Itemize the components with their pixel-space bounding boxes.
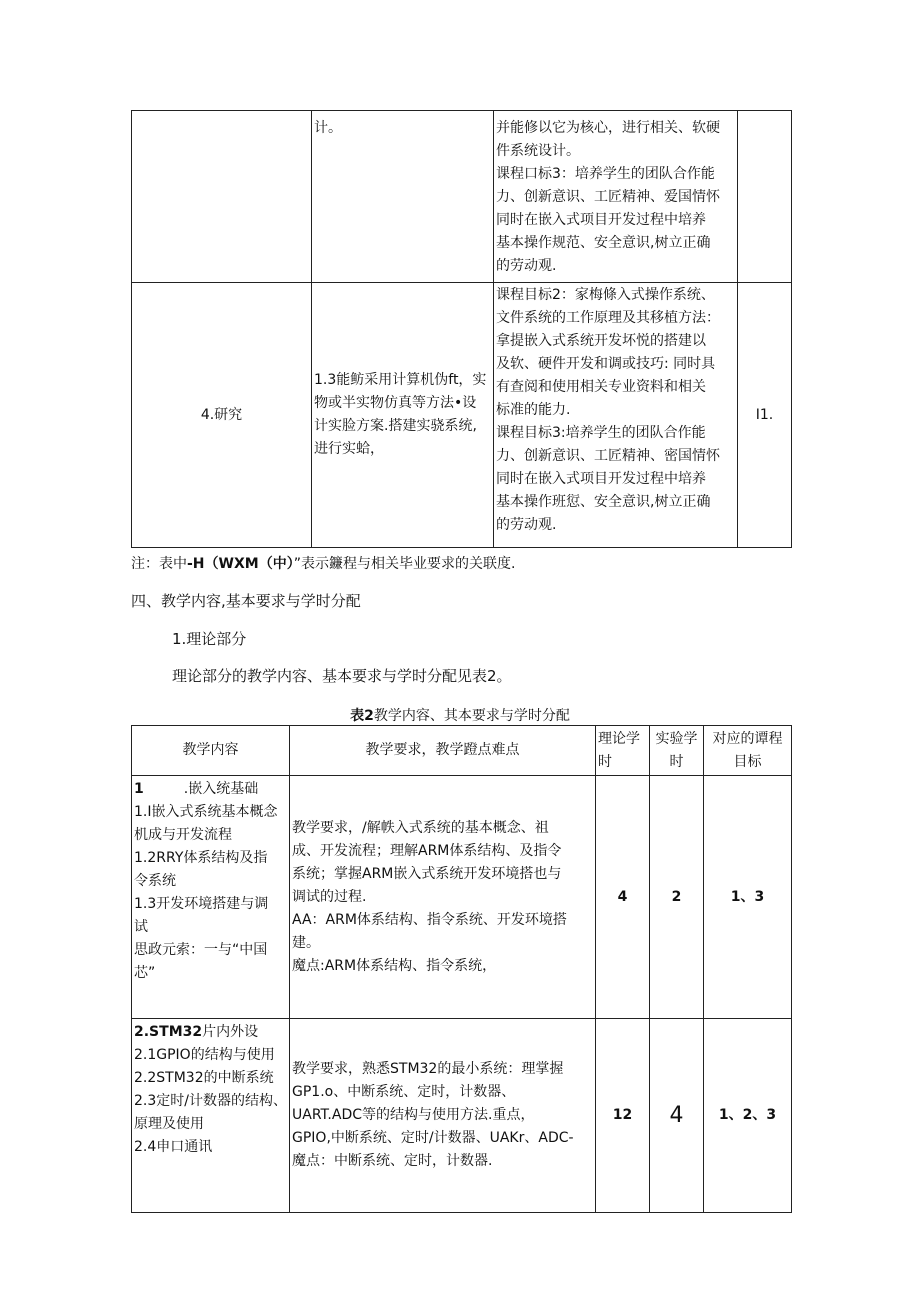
cell-line: 2.2STM32的中断系统 <box>134 1070 274 1086</box>
cell-line: 魔点：中断系统、定时，计数器. <box>292 1153 493 1169</box>
cell-line: 建。 <box>292 934 320 951</box>
table-cell <box>738 283 792 548</box>
cell-line: 的劳动观. <box>496 517 557 533</box>
cell-line: 同时在嵌入式项目开发过程中培养 <box>496 212 706 228</box>
table-cell <box>494 111 738 283</box>
cell-line: GPIO,中断系统、定时/计数器、UAKr、ADC- <box>292 1130 574 1146</box>
header-text: 教学要求，教学蹬点难点 <box>365 742 520 758</box>
goals-cell: 1、2、3 <box>704 1019 792 1213</box>
theory-hours-cell: 12 <box>596 1019 650 1213</box>
lab-hours-cell: 4 <box>650 1019 704 1213</box>
cell-line: GP1.o、中断系统、定时，计数器、 <box>292 1084 516 1100</box>
cell-line: AA：ARM体系结构、指令系统、开发环境搭 <box>292 911 567 928</box>
table-cell <box>132 283 312 548</box>
cell-line: 课程目标3:培养学生的团队合作能 <box>496 425 706 441</box>
header-line: 目标 <box>733 753 762 770</box>
header-line: 时 <box>598 753 612 770</box>
row-title-text: 片内外设 <box>202 1024 259 1040</box>
content-table <box>131 725 792 1213</box>
content-cell <box>132 1019 290 1213</box>
cell-line: 并能修以它为核心，进行相关、软硬 <box>496 120 720 136</box>
row-title <box>134 778 287 801</box>
cell-line: 的劳动观. <box>496 258 557 274</box>
table-row <box>132 1019 792 1213</box>
intro-paragraph: 理论部分的教学内容、基本要求与学时分配见表2。 <box>172 667 512 685</box>
row-title-text: .嵌入统基础 <box>183 781 259 797</box>
note-suffix: ”表示鐮程与相关毕业要求的关联度. <box>293 556 516 572</box>
cell-line: 2.1GPIO的结构与使用 <box>134 1047 275 1063</box>
table-note <box>131 553 515 573</box>
header-lab-hours <box>650 726 704 776</box>
table-cell <box>312 283 494 548</box>
header-line: 对应的谭程 <box>712 730 783 747</box>
cell-line: UART.ADC等的结构与使用方法.重点， <box>292 1107 535 1123</box>
header-theory-hours <box>596 726 650 776</box>
header-requirements <box>290 726 596 776</box>
header-goals <box>704 726 792 776</box>
theory-hours-cell: 4 <box>596 776 650 1019</box>
objectives-table <box>131 110 792 548</box>
cell-line: 原理及使用 <box>134 1116 204 1132</box>
cell-line: 2.3定时/计数器的结构、 <box>134 1093 287 1109</box>
row-title-number: 2.STM32 <box>134 1024 203 1040</box>
table-cell <box>738 111 792 283</box>
caption-text: 教学内容、其本要求与学时分配 <box>373 708 570 724</box>
table-cell <box>312 111 494 283</box>
cell-line: 教学要求，/解帙入式系统的基本概念、祖 <box>292 819 549 836</box>
cell-line: 基本操作班愆、安全意识,树立正确 <box>496 494 711 510</box>
cell-line: 教学要求，熟悉STM32的最小系统：理掌握 <box>292 1061 564 1077</box>
header-text: 教学内容 <box>182 742 239 758</box>
cell-line: 机成与开发流程 <box>134 827 232 843</box>
cell-line: 课程目标2：家梅條入式操作系统、 <box>496 287 715 303</box>
requirements-cell <box>290 776 596 1019</box>
cell-line: 1.I嵌入式系统基本概念 <box>134 804 278 820</box>
goals-cell: 1、3 <box>704 776 792 1019</box>
caption-label: 表2 <box>350 708 374 724</box>
row-title-number: 1 <box>134 781 144 797</box>
requirements-cell <box>290 1019 596 1213</box>
cell-line: 进行实蛤， <box>314 441 384 457</box>
header-line: 实验学 <box>655 730 698 747</box>
cell-line: 及软、硬件开发和调或技巧: 同时具 <box>496 356 716 372</box>
cell-line: 力、创新意识、工匠精神、密国情怀 <box>496 448 720 464</box>
cell-line: 试 <box>134 919 148 935</box>
content-cell <box>132 776 290 1019</box>
cell-line: 物或半实物仿真等方法•设 <box>314 395 477 411</box>
header-line: 理论学 <box>598 730 640 747</box>
cell-line: 标准的能力. <box>496 402 571 418</box>
note-bold: -H（WXM（中） <box>187 556 294 572</box>
table-cell <box>494 283 738 548</box>
cell-line: 2.4申口通讯 <box>134 1139 213 1155</box>
cell-line: 调试的过程. <box>292 888 367 905</box>
cell-line: 有查阅和使用相关专业资料和相关 <box>496 379 706 395</box>
cell-text: I1. <box>755 406 774 423</box>
cell-text: 4.研究 <box>200 406 243 423</box>
note-prefix: 注：表中 <box>131 556 187 572</box>
cell-line: 魔点:ARM体系结构、指令系统， <box>292 957 497 974</box>
cell-line: 1.3开发环境搭建与调 <box>134 896 269 912</box>
cell-line: 文件系统的工作原理及其移植方法： <box>496 310 720 326</box>
cell-line: 拿提嵌入式系统开发坏悦的搭建以 <box>496 333 706 349</box>
cell-line: 基本操作规范、安全意识,树立正确 <box>496 235 711 251</box>
subheading: 1.理论部分 <box>172 630 247 648</box>
cell-line: 力、创新意识、工匠精神、爱国情怀 <box>496 189 720 205</box>
cell-line: 件系统设计。 <box>496 143 580 159</box>
table-header-row <box>132 726 792 776</box>
lab-hours-cell: 2 <box>650 776 704 1019</box>
cell-line: 系统；掌握ARM嵌入式系统开发环境搭也与 <box>292 865 562 882</box>
cell-line: 思政元索：一与“中国 <box>134 942 268 958</box>
row-title <box>134 1021 287 1044</box>
cell-line: 令系统 <box>134 873 176 889</box>
table-row <box>132 776 792 1019</box>
cell-line: 计。 <box>314 120 342 136</box>
cell-line: 同时在嵌入式项目开发过程中培养 <box>496 471 706 487</box>
cell-line: 课程口标3：培养学生的团队合作能 <box>496 166 715 182</box>
header-line: 时 <box>669 753 684 770</box>
header-content <box>132 726 290 776</box>
table-row <box>132 111 792 283</box>
section-heading: 四、教学内容,基本要求与学时分配 <box>131 592 361 610</box>
cell-line: 1.2RRY体系结构及指 <box>134 850 268 866</box>
table-row <box>132 283 792 548</box>
table-cell <box>132 111 312 283</box>
cell-line: 计实脸方案.搭建实骁系统, <box>314 418 477 434</box>
cell-line: 成、开发流程；理解ARM体系结构、及指令 <box>292 842 562 859</box>
table-caption <box>0 705 920 725</box>
cell-line: 1.3能鲂采用计算机伪ft，实 <box>314 372 487 388</box>
cell-line: 芯” <box>134 965 156 981</box>
